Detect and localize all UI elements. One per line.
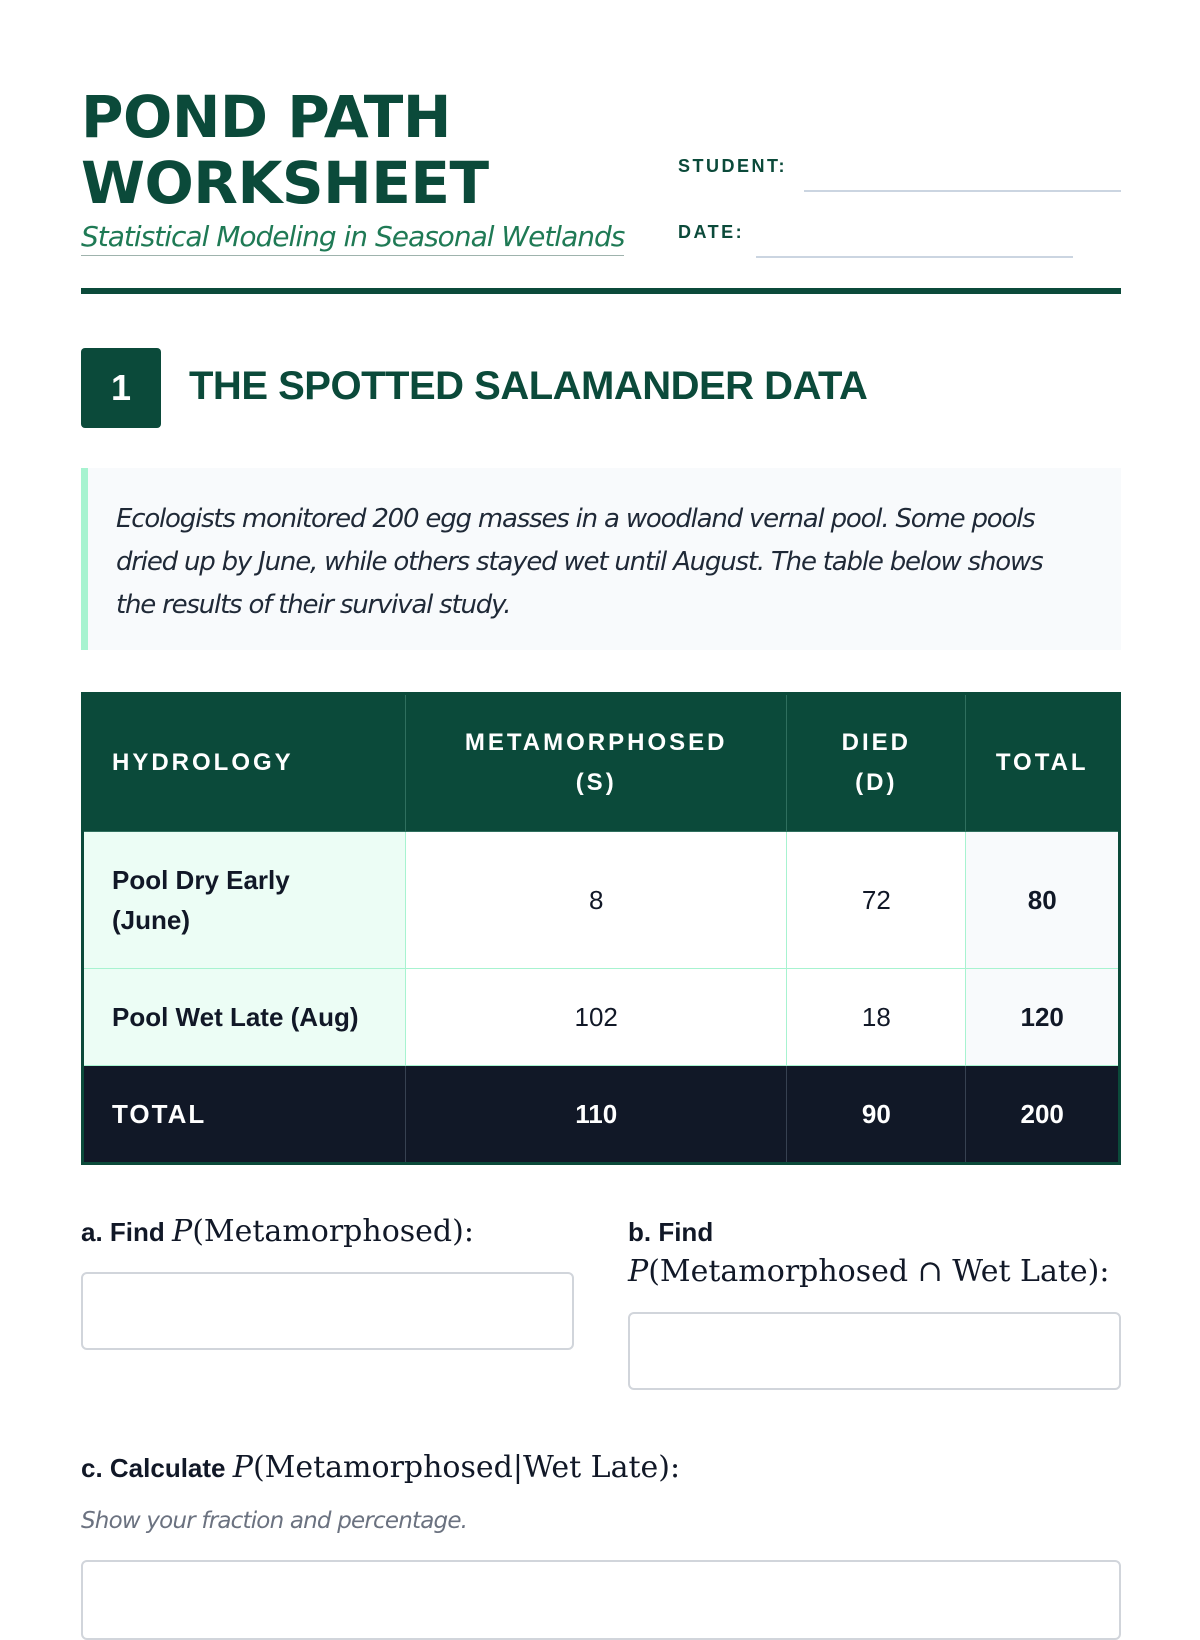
question-c-label <box>81 1448 680 1488</box>
footer-total: 200 <box>966 1066 1120 1164</box>
question-b-math <box>628 1254 1109 1289</box>
question-c-hint: Show your fraction and percentage. <box>81 1508 468 1534</box>
date-line[interactable] <box>756 256 1073 258</box>
cell-total: 120 <box>966 969 1120 1066</box>
question-a-label <box>81 1212 474 1252</box>
section-number-badge: 1 <box>81 348 161 428</box>
header-total: TOTAL <box>966 694 1120 832</box>
section-title: THE SPOTTED SALAMANDER DATA <box>189 364 868 408</box>
header-died-line1: DIED <box>841 729 911 756</box>
date-label: DATE: <box>678 222 745 242</box>
intro-text: Ecologists monitored 200 egg masses in a woodland vernal pool. Some pools dried up by June, while others stayed wet until August. The table below shows the results of their survival study. <box>116 504 1043 620</box>
header-died <box>787 694 966 832</box>
footer-died: 90 <box>787 1066 966 1164</box>
cell-metamorphosed: 8 <box>406 832 787 969</box>
survival-table <box>81 692 1121 1165</box>
table-header-row <box>83 694 1120 832</box>
footer-label: TOTAL <box>83 1066 406 1164</box>
question-a-p: P <box>172 1214 193 1249</box>
cell-died: 72 <box>787 832 966 969</box>
row-label-line2: (June) <box>112 905 190 935</box>
question-c-expr: (Metamorphosed|Wet Late): <box>252 1450 681 1485</box>
row-label <box>83 832 406 969</box>
title-line-1: POND PATH <box>81 83 451 151</box>
row-label-line1: Pool Dry Early <box>112 865 290 895</box>
question-b-label <box>628 1212 1121 1292</box>
header-metamorphosed-line1: METAMORPHOSED <box>464 729 728 756</box>
worksheet-title <box>81 84 489 216</box>
footer-metamorphosed: 110 <box>406 1066 787 1164</box>
student-label: STUDENT: <box>678 156 787 176</box>
title-line-2: WORKSHEET <box>81 149 489 217</box>
question-c-math <box>233 1450 680 1485</box>
question-a-math <box>172 1214 474 1249</box>
table-total-row <box>83 1066 1120 1164</box>
question-a-expr: (Metamorphosed): <box>192 1214 474 1249</box>
question-a-prefix: a. Find <box>81 1217 165 1247</box>
question-c-p: P <box>232 1450 253 1485</box>
header-divider <box>81 288 1121 294</box>
intro-callout <box>81 468 1121 650</box>
answer-a-input[interactable] <box>81 1272 574 1350</box>
header-metamorphosed-line2: (S) <box>575 769 617 796</box>
question-c-prefix: c. Calculate <box>81 1453 226 1483</box>
cell-metamorphosed: 102 <box>406 969 787 1066</box>
row-label: Pool Wet Late (Aug) <box>83 969 406 1066</box>
question-b-p: P <box>628 1254 649 1289</box>
header-died-line2: (D) <box>855 769 898 796</box>
answer-c-input[interactable] <box>81 1560 1121 1640</box>
table-row <box>83 832 1120 969</box>
cell-died: 18 <box>787 969 966 1066</box>
question-b-expr: (Metamorphosed ∩ Wet Late): <box>648 1254 1110 1289</box>
cell-total: 80 <box>966 832 1120 969</box>
header-metamorphosed <box>406 694 787 832</box>
answer-b-input[interactable] <box>628 1312 1121 1390</box>
student-name-line[interactable] <box>804 190 1121 192</box>
table-row <box>83 969 1120 1066</box>
worksheet-subtitle: Statistical Modeling in Seasonal Wetlands <box>81 220 624 256</box>
question-b-prefix: b. Find <box>628 1217 714 1247</box>
header-hydrology: HYDROLOGY <box>83 694 406 832</box>
